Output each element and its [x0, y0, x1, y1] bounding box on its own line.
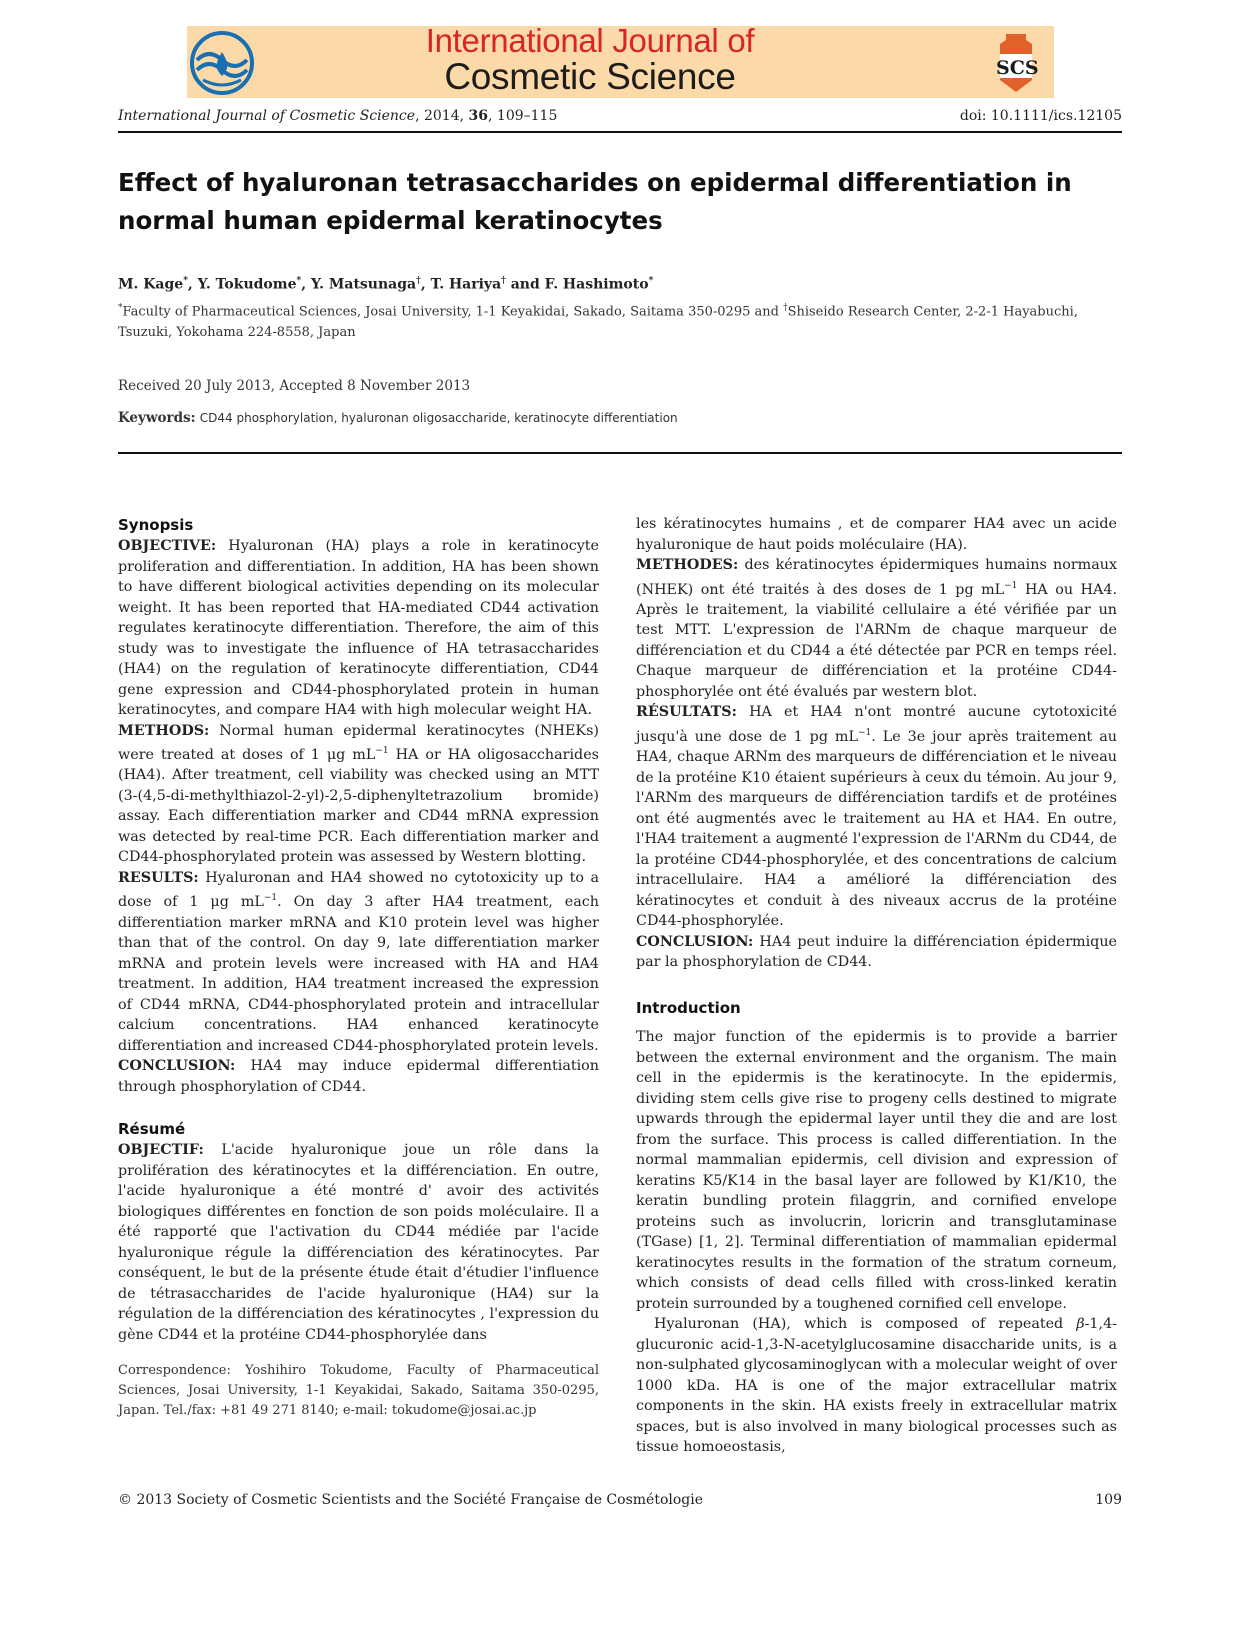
affiliations: *Faculty of Pharmaceutical Sciences, Josai University, 1-1 Keyakidai, Sakado, Saitama 350-0295 and †Shiseido Research Center, 2-2-1 Hayabuchi, Tsuzuki, Yokohama 224-8558, Japan	[118, 303, 1078, 340]
scs-logo-text: SCS	[996, 57, 1039, 79]
article-title: Effect of hyaluronan tetrasaccharides on epidermal differentiation in normal human epidermal keratinocytes	[118, 168, 1072, 235]
citation: International Journal of Cosmetic Science, 2014, 36, 109–115	[118, 108, 558, 124]
keywords-text: CD44 phosphorylation, hyaluronan oligosaccharide, keratinocyte differentiation	[199, 411, 678, 425]
header-rule	[118, 131, 1122, 133]
banner-title-line1: International Journal of	[425, 22, 755, 59]
synopsis-methods: METHODS: Normal human epidermal keratinocytes (NHEKs) were treated at doses of 1 μg $mL^{-1}$ HA or HA oligosaccharides (HA4). After treatment, cell viability was checked using an MTT (3-(4,5-di-methylthiazol-2-yl)-2,5-diphenyltetrazolium bromide) assay. Each differentiation marker and CD44 mRNA expression was detected by real-time PCR. Each differentiation marker and CD44-phosphorylated protein was assessed by Western blotting.	[118, 722, 600, 866]
author: M. Kage	[118, 276, 184, 293]
resume-methodes: METHODES: des kératinocytes épidermiques humains normaux (NHEK) ont été traités à des doses de 1 pg $mL^{-1}$ HA ou HA4. Après le traitement, la viabilité cellulaire a été vérifiée par un test MTT. L'expression de l'ARNm de chaque marqueur de différenciation et du CD44 a été détectée par PCR en temps réel. Chaque marqueur de différenciation et la protéine CD44-phosphorylée ont été évalués par western blot.	[636, 557, 1118, 700]
journal-name: International Journal of Cosmetic Science	[118, 108, 416, 124]
resume-resultats: RÉSULTATS: HA et HA4 n'ont montré aucune cytotoxicité jusqu'à une dose de 1 pg $mL^{-1}$. Le 3e jour après traitement au HA4, chaque ARNm des marqueurs de différenciation et le niveau de la protéine K10 étaient supérieurs à ceux du témoin. Au jour 9, l'ARNm des marqueurs de différenciation tardifs et de protéines ont été augmentés avec le traitement au HA et HA4. En outre, l'HA4 traitement a augmenté l'expression de l'ARNm du CD44, de la protéine CD44-phosphorylée, et des concentrations de calcium intracellulaire. HA4 a amélioré la différenciation des kératinocytes et conduit à des niveaux accrus de la protéine CD44-phosphorylée.	[636, 704, 1117, 930]
introduction-paragraph-1: The major function of the epidermis is to provide a barrier between the external environment and the organism. The main cell in the epidermis is the keratinocyte. In the epidermis, dividing stem cells give rise to progeny cells destined to migrate upwards through the epidermal layer until they die and are lost from the surface. This process is called differentiation. In the normal mammalian epidermis, cell division and expression of keratins K5/K14 in the basal layer are followed by K1/K10, the keratin bundling protein filaggrin, and cornified envelope proteins such as involucrin, loricrin and transglutaminase (TGase) [1, 2]. Terminal differentiation of mammalian epidermal keratinocytes results in the formation of the stratum corneum, which consists of dead cells filled with cross-linked keratin protein surrounded by a toughened cornified cell envelope.	[636, 1029, 1117, 1312]
copyright: © 2013 Society of Cosmetic Scientists and the Société Française de Cosmétologie	[118, 1492, 703, 1508]
running-head	[118, 108, 1122, 130]
author: Y. Matsunaga	[310, 276, 417, 293]
resume-objectif: OBJECTIF: L'acide hyaluronique joue un rôle dans la prolifération des kératinocytes et la différenciation. En outre, l'acide hyaluronique a été montré d' avoir des activités biologiques différentes en fonction de son poids moléculaire. Il a été rapporté que l'activation du CD44 médiée par l'acide hyaluronique régule la différenciation des kératinocytes. Par conséquent, le but de la présente étude était d'étudier l'influence de tétrasaccharides de l'acide hyaluronique (HA4) sur la régulation de la différenciation des kératinocytes , l'expression du gène CD44 et la protéine CD44-phosphorylée dans	[118, 1142, 599, 1343]
author: Y. Tokudome	[197, 276, 297, 293]
page-number: 109	[1095, 1492, 1122, 1508]
resume-section	[118, 1118, 599, 1345]
doi: doi: 10.1111/ics.12105	[959, 108, 1122, 124]
author: T. Hariya	[430, 276, 502, 293]
page-range: 109–115	[496, 108, 558, 124]
resume-heading: Résumé	[118, 1120, 186, 1138]
synopsis-conclusion: CONCLUSION: HA4 may induce epidermal differentiation through phosphorylation of CD44.	[118, 1058, 599, 1095]
synopsis-results: RESULTS: Hyaluronan and HA4 showed no cytotoxicity up to a dose of 1 μg $mL^{-1}$. On day 3 after HA4 treatment, each differentiation marker mRNA and K10 protein level was higher than that of the control. On day 9, late differentiation marker mRNA and protein levels were increased with HA and HA4 treatment. In addition, HA4 treatment increased the expression of CD44 mRNA, CD44-phosphorylated protein and intracellular calcium concentrations. HA4 enhanced keratinocyte differentiation and increased CD44-phosphorylated protein levels.	[118, 869, 599, 1054]
resume-objectif-cont: les kératinocytes humains , et de comparer HA4 avec un acide hyaluronique de haut poids moléculaire (HA).	[636, 516, 1117, 553]
banner-title-line2: Cosmetic Science	[444, 56, 736, 97]
abstract-rule	[118, 452, 1122, 454]
synopsis-section	[118, 514, 599, 1097]
synopsis-objective: OBJECTIVE: Hyaluronan (HA) plays a role in keratinocyte proliferation and differentiation. In addition, HA has been shown to have different biological activities depending on its molecular weight. It has been reported that HA-mediated CD44 activation regulates keratinocyte differentiation. Therefore, the aim of this study was to investigate the influence of HA tetrasaccharides (HA4) on the regulation of keratinocyte differentiation, CD44 gene expression and CD44-phosphorylated protein in human keratinocytes, and compare HA4 with high molecular weight HA.	[118, 538, 599, 718]
author-list: M. Kage*, Y. Tokudome*, Y. Matsunaga†, T. Hariya† and F. Hashimoto*	[118, 276, 654, 293]
introduction-section	[636, 997, 1117, 1458]
year: 2014	[423, 108, 460, 124]
correspondence-note: Correspondence: Yoshihiro Tokudome, Faculty of Pharmaceutical Sciences, Josai University, 1-1 Keyakidai, Sakado, Saitama 350-0295, Japan. Tel./fax: +81 49 271 8140; e-mail: tokudome@josai.ac.jp	[118, 1363, 599, 1418]
page-footer	[118, 1492, 1122, 1514]
volume: 36	[468, 108, 488, 124]
journal-wave-drop-logo	[189, 30, 255, 96]
keywords-label: Keywords:	[118, 410, 196, 426]
journal-banner-title	[330, 24, 850, 95]
author: F. Hashimoto	[544, 276, 649, 293]
received-dates: Received 20 July 2013, Accepted 8 November 2013	[118, 378, 471, 394]
introduction-paragraph-2: Hyaluronan (HA), which is composed of repeated β-1,4-glucuronic acid-1,3-N-acetylglucosamine disaccharide units, is a non-sulphated glycosaminoglycan with a molecular weight of over 1000 kDa. HA is one of the major extracellular matrix components in the skin. HA exists freely in extracellular matrix spaces, but is also involved in many biological processes such as tissue homoeostasis,	[636, 1316, 1117, 1455]
resume-continued	[636, 514, 1117, 973]
resume-conclusion: CONCLUSION: HA4 peut induire la différenciation épidermique par la phosphorylation de CD44.	[636, 933, 1117, 971]
introduction-heading: Introduction	[636, 999, 741, 1017]
keywords	[118, 410, 678, 426]
synopsis-heading: Synopsis	[118, 516, 194, 534]
